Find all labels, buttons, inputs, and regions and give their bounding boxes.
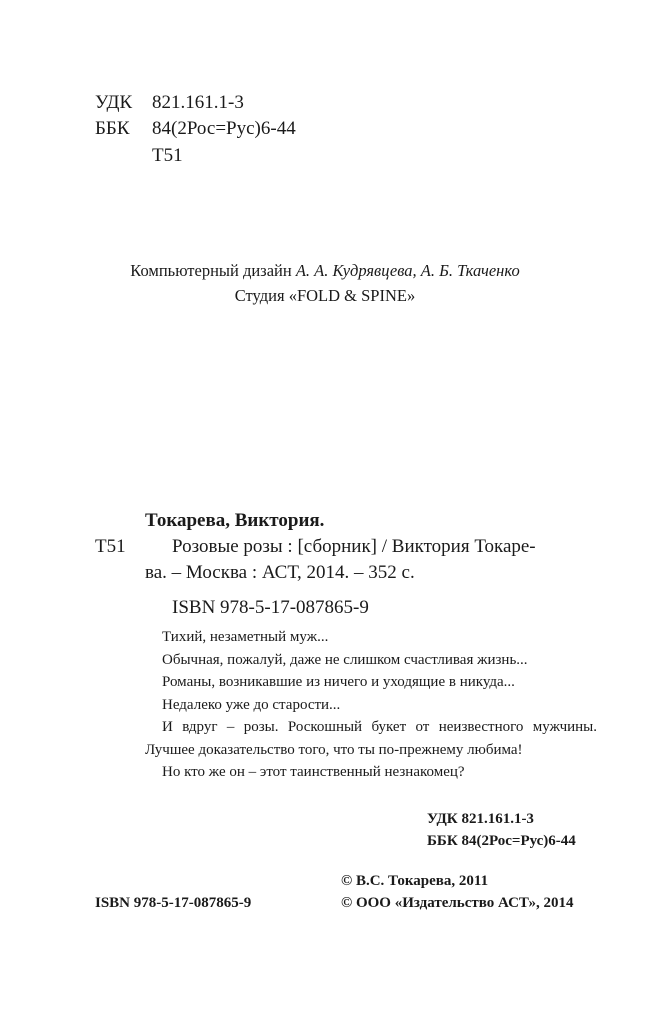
title-line-2: ва. – Москва : АСТ, 2014. – 352 с.	[145, 562, 415, 583]
footer-bbk: ББК 84(2Рос=Рус)6-44	[427, 833, 576, 849]
udk-value: 821.161.1-3	[152, 92, 244, 113]
copyright-author: © В.С. Токарева, 2011	[341, 873, 489, 889]
footer-udk: УДК 821.161.1-3	[427, 811, 534, 827]
annotation-paragraph: Романы, возникавшие из ничего и уходящие в никуда...	[162, 674, 515, 690]
studio-credit: Студия «FOLD & SPINE»	[234, 286, 416, 305]
annotation-paragraph: Недалеко уже до старости...	[162, 696, 341, 713]
bbk-value: 84(2Рос=Рус)6-44	[152, 118, 296, 139]
annotation-paragraph: Обычная, пожалуй, даже не слишком счастливая жизнь...	[162, 651, 528, 668]
design-credits	[0, 258, 650, 283]
annotation	[145, 626, 597, 784]
footer-isbn: ISBN 978-5-17-087865-9	[95, 895, 252, 911]
annotation-paragraph: Но кто же он – этот таинственный незнакомец?	[162, 764, 465, 780]
annotation-paragraph: Тихий, незаметный муж...	[162, 629, 329, 645]
bbk-label: ББК	[95, 118, 130, 139]
biblio-isbn: ISBN 978-5-17-087865-9	[172, 597, 369, 618]
designers: А. А. Кудрявцева, А. Б. Ткаченко	[295, 261, 520, 280]
udk-label: УДК	[95, 92, 133, 113]
author-heading: Токарева, Виктория.	[145, 510, 325, 531]
design-prefix: Компьютерный дизайн	[130, 261, 296, 280]
title-line-1: Розовые розы : [сборник] / Виктория Токаре-	[172, 536, 536, 557]
copyright-publisher: © ООО «Издательство АСТ», 2014	[341, 895, 574, 911]
biblio-author-mark: Т51	[95, 536, 126, 557]
author-mark: Т51	[152, 145, 183, 166]
annotation-paragraph: И вдруг – розы. Роскошный букет от неизвестного мужчины. Лучшее доказательство того, что ты по-прежнему любима!	[145, 719, 597, 758]
